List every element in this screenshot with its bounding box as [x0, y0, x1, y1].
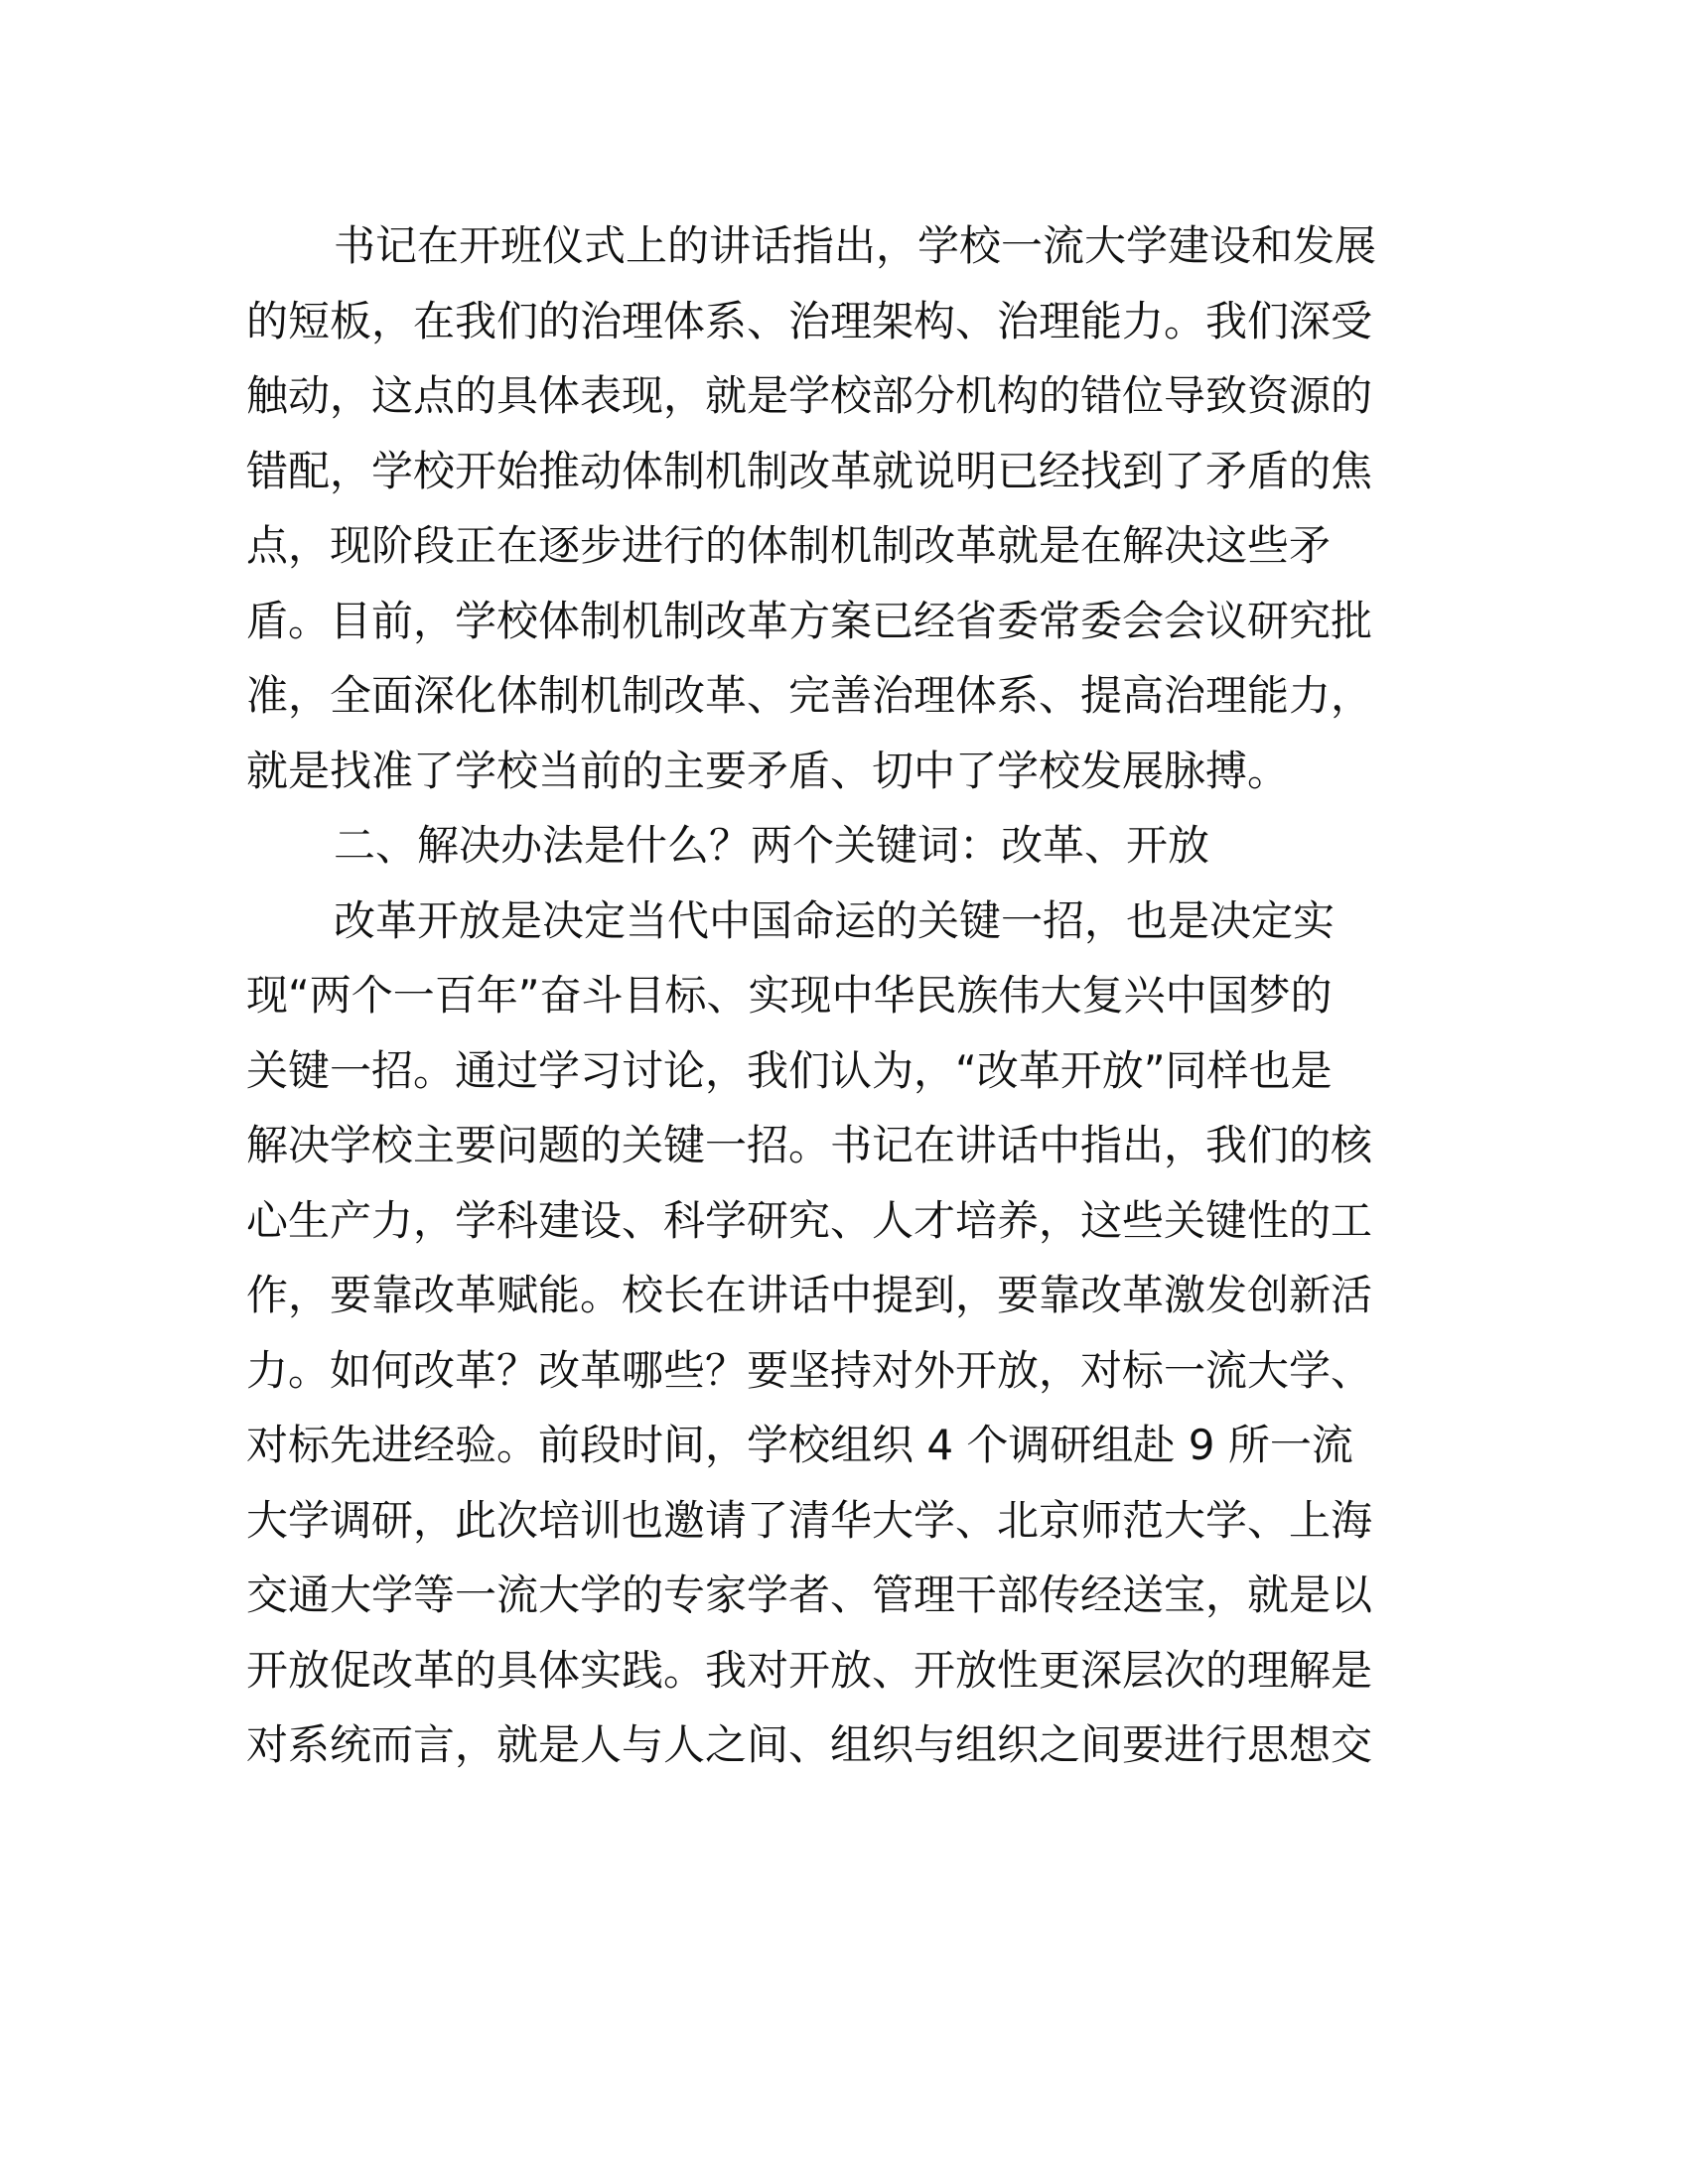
paragraph-2-line-1: 改革开放是决定当代中国命运的关键一招，也是决定实	[334, 895, 1336, 945]
paragraph-1-line-4: 错配，学校开始推动体制机制改革就说明已经找到了矛盾的焦	[246, 446, 1373, 495]
paragraph-2-line-3: 关键一招。通过学习讨论，我们认为，“改革开放”同样也是	[246, 1045, 1333, 1095]
paragraph-2-line-12: 对系统而言，就是人与人之间、组织与组织之间要进行思想交	[246, 1720, 1373, 1769]
paragraph-1-line-1: 书记在开班仪式上的讲话指出，学校一流大学建设和发展	[334, 221, 1377, 270]
paragraph-2-line-9: 大学调研，此次培训也邀请了清华大学、北京师范大学、上海	[246, 1495, 1373, 1545]
paragraph-2-line-7: 力。如何改革？改革哪些？要坚持对外开放，对标一流大学、	[246, 1345, 1373, 1395]
paragraph-2-line-8: 对标先进经验。前段时间，学校组织 4 个调研组赴 9 所一流	[246, 1421, 1353, 1469]
paragraph-2-line-11: 开放促改革的具体实践。我对开放、开放性更深层次的理解是	[246, 1645, 1373, 1695]
paragraph-1-line-2: 的短板，在我们的治理体系、治理架构、治理能力。我们深受	[246, 296, 1373, 345]
paragraph-1-line-6: 盾。目前，学校体制机制改革方案已经省委常委会会议研究批	[246, 596, 1373, 645]
section-heading: 二、解决办法是什么？两个关键词：改革、开放	[334, 821, 1210, 870]
paragraph-2-line-6: 作，要靠改革赋能。校长在讲话中提到，要靠改革激发创新活	[246, 1271, 1373, 1319]
paragraph-1-line-8: 就是找准了学校当前的主要矛盾、切中了学校发展脉搏。	[246, 746, 1290, 795]
paragraph-1-line-3: 触动，这点的具体表现，就是学校部分机构的错位导致资源的	[246, 371, 1373, 420]
paragraph-2-line-2: 现“两个一百年”奋斗目标、实现中华民族伟大复兴中国梦的	[246, 971, 1333, 1020]
paragraph-2-line-5: 心生产力，学科建设、科学研究、人才培养，这些关键性的工	[246, 1195, 1373, 1245]
paragraph-2-line-10: 交通大学等一流大学的专家学者、管理干部传经送宝，就是以	[246, 1570, 1373, 1619]
document-body	[246, 208, 1438, 1783]
paragraph-1-line-7: 准，全面深化体制机制改革、完善治理体系、提高治理能力，	[246, 671, 1373, 720]
paragraph-2-line-4: 解决学校主要问题的关键一招。书记在讲话中指出，我们的核	[246, 1121, 1373, 1169]
paragraph-1-line-5: 点，现阶段正在逐步进行的体制机制改革就是在解决这些矛	[246, 521, 1332, 570]
